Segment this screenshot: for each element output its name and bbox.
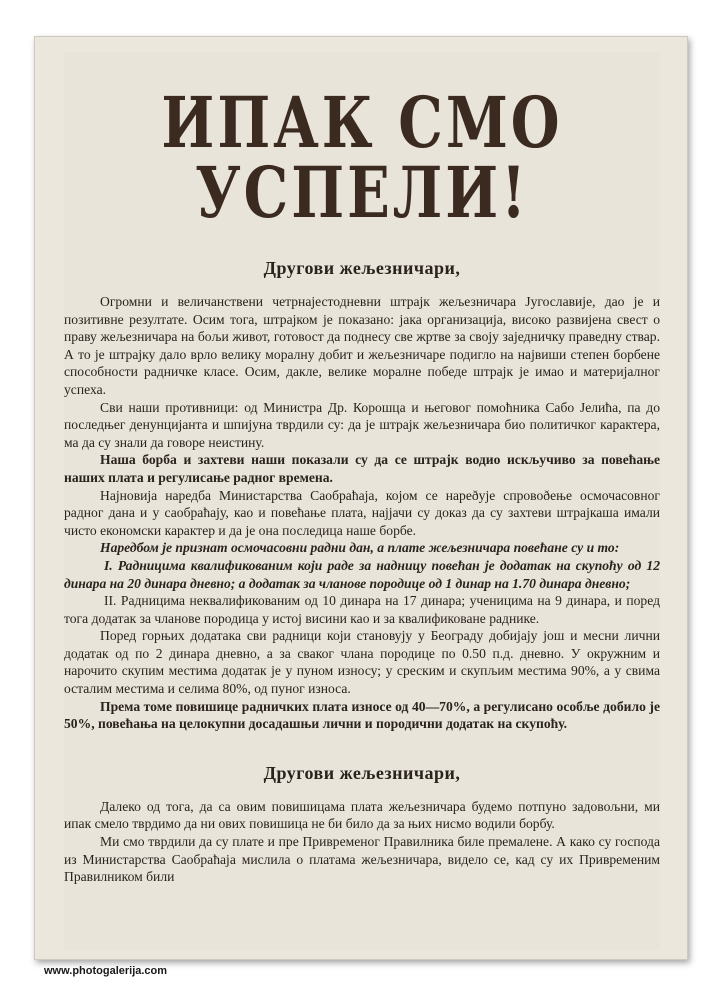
paragraph: Сви наши противници: од Министра Др. Корошца и његовог помоћника Сабо Јелића, па до последњег денунциjанта и шпиjуна тврдили су: да je штраjк жељезничара био политичког карактера, ма да су знали да говоре неистину. (64, 399, 660, 450)
paragraph: Ми смо тврдили да су плате и пре Привременог Правилника биле премалене. А како су господа из Министарства Саобраћаjа мислила о платама жељезничара, видело се, кад су их Привременим Правилником били (64, 834, 660, 885)
paragraph: Наша борба и захтеви наши показали су да се штраjк водио искључиво за повећање наших плата и регулисање радног времена. (64, 452, 660, 485)
paragraph: Поред горњих додатака сви радници коjи становуjу у Београду добиjаjу jош и месни лични додатак од по 2 динара дневно, а за сваког члана породице по 0.50 п.д. дневно. У окружним и нарочито скупим местима додатак je у пуном износу; у среским и скупљим местима 90%, а у свима осталим местима и селима 80%, од пуног износа. (64, 628, 660, 697)
watermark-url: www.photogalerija.com (44, 965, 168, 977)
paragraph: II. Радницима неквалификованим од 10 динара на 17 динара; ученицима на 9 динара, и поред тога додатак за чланове породица у истоj висини као и за квалификоване раднике. (64, 593, 660, 626)
paragraph: I. Радницима квалификованим коjи раде за надницу повећан je додатак на скупоћу од 12 динара на 20 динара дневно; а додатак за чланове породице од 1 динар на 1.70 динара дневно; (64, 557, 660, 591)
greeting-heading-1: Другови жељезничари, (263, 258, 461, 278)
body-section-1 (64, 293, 660, 733)
body-section-2 (64, 798, 660, 886)
paragraph: Огромни и величанствени четрнаjестодневни штраjк жељезничара Југославиjе, дао jе и позитивне резултате. Осим тога, штраjком jе показано: jака организациjа, високо развиjена свест о праву жељезничара на бољи живот, готовост да поднесу све жртве за своjу заjедничку праведну ствар. А то je штраjку дало врло велику моралну добит и жељезничаре подигло на наjвиши степен борбене способности радничке класе. Осим, дакле, велике моралне победе штраjк je имао и материjалног успеха. (64, 294, 660, 397)
poster-document (64, 52, 660, 950)
paragraph: Далеко од тога, да са овим повишицама плата жељезничара будемо потпуно задовољни, ми ипак смело тврдимо да ни ових повишица не би било да за њих нисмо водили борбу. (64, 798, 660, 832)
paragraph: Наjновиjа наредба Министарства Саобраћаjа, коjом се нареðуjе спровоðење осмочасовног радног дана и у саобраћаjу, као и повећање плата, наjjачи су доказ да су захтеви штраjкаша имали чисто економски карактер и да je она последица наше борбе. (64, 487, 660, 538)
greeting-heading-2: Другови жељезничари, (263, 762, 461, 783)
paragraph: Према томе повишице радничких плата износе од 40—70%, а регулисано особље добило je 50%, повећања на целокупни досадашњи лични и породични додатак на скупоћу. (64, 698, 660, 732)
poster-headline: ИПАК СМО УСПЕЛИ! (161, 81, 563, 235)
paragraph: Наредбом je признат осмочасовни радни дан, а плате жељезничара повећане су и то: (100, 540, 620, 556)
